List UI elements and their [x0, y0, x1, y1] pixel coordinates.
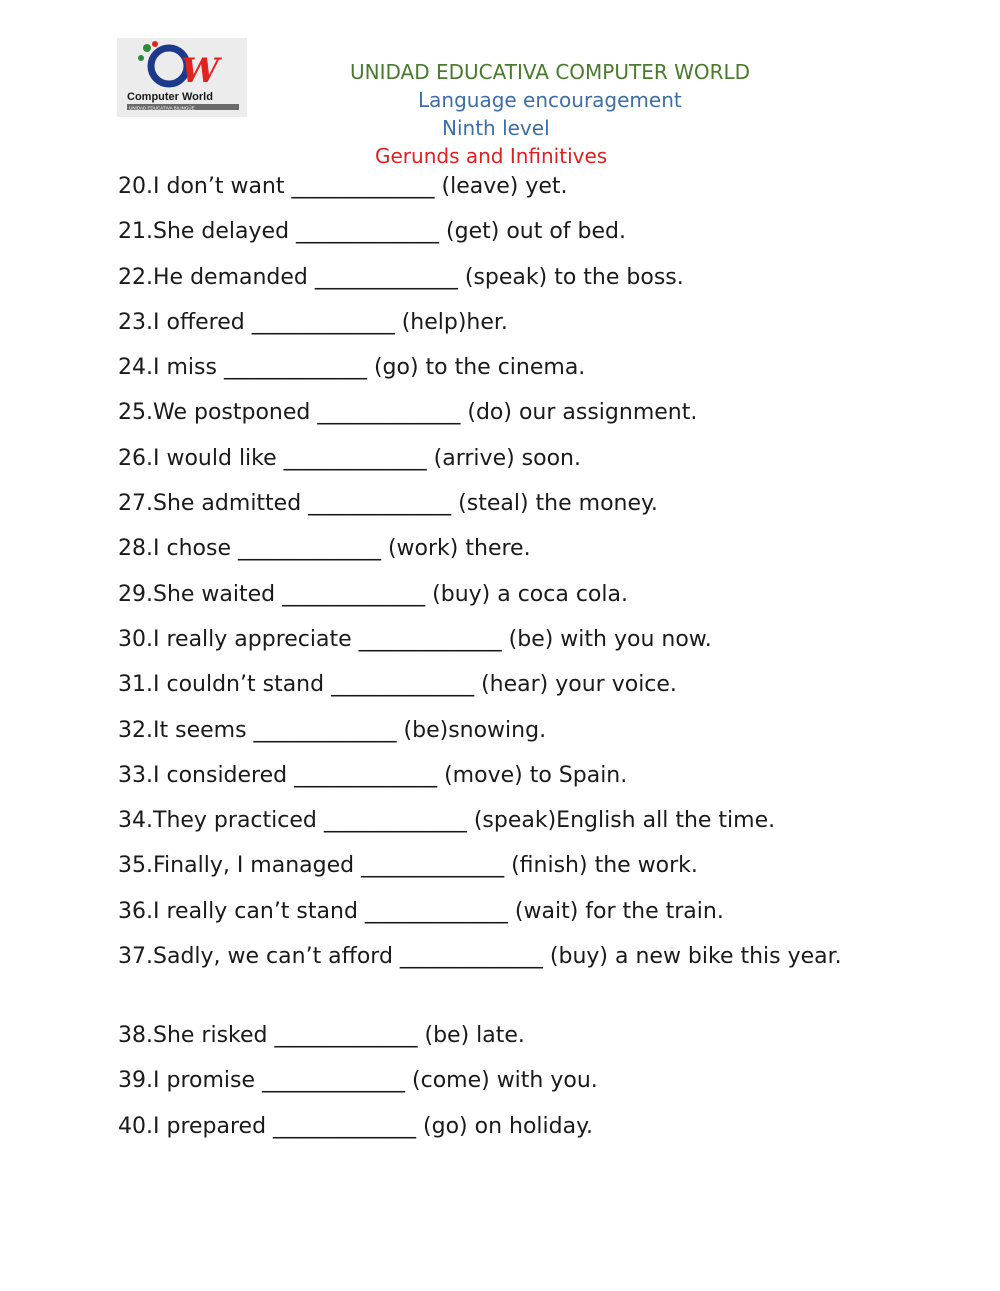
exercise-continuation: (work) there. — [380, 536, 531, 562]
exercise-number: 34. — [118, 808, 153, 834]
exercise-prompt: I don’t want — [153, 174, 292, 199]
answer-blank[interactable]: _____________ — [291, 174, 435, 199]
exercise-continuation: (leave) yet. — [434, 174, 568, 199]
exercise-item — [118, 1064, 878, 1109]
exercise-continuation: (get) out of bed. — [439, 219, 627, 245]
exercise-number: 22. — [118, 264, 153, 290]
answer-blank[interactable]: _____________ — [296, 219, 440, 245]
exercise-prompt: I couldn’t stand — [153, 672, 332, 698]
exercise-item — [118, 1019, 878, 1064]
exercise-item — [118, 895, 878, 940]
answer-blank[interactable]: _____________ — [273, 1113, 417, 1139]
exercise-item — [118, 849, 878, 894]
exercise-number: 35. — [118, 853, 153, 879]
exercise-list — [118, 170, 878, 1155]
exercise-continuation: (be) late. — [417, 1023, 525, 1049]
exercise-prompt: We postponed — [153, 400, 318, 426]
exercise-prompt: She admitted — [153, 491, 309, 517]
exercise-item — [118, 578, 878, 623]
school-logo — [117, 38, 247, 117]
answer-blank[interactable]: _____________ — [294, 762, 438, 788]
exercise-number: 27. — [118, 491, 153, 517]
exercise-continuation: (speak) to the boss. — [457, 264, 684, 290]
exercise-number: 38. — [118, 1023, 153, 1049]
exercise-item — [118, 714, 878, 759]
answer-blank[interactable]: _____________ — [237, 536, 381, 562]
exercise-prompt: I promise — [153, 1068, 263, 1094]
answer-blank[interactable]: _____________ — [274, 1023, 418, 1049]
answer-blank[interactable]: _____________ — [262, 1068, 406, 1094]
exercise-number: 33. — [118, 762, 153, 788]
exercise-prompt: They practiced — [153, 808, 324, 834]
answer-blank[interactable]: _____________ — [364, 898, 508, 924]
exercise-continuation: (hear) your voice. — [474, 672, 677, 698]
answer-blank[interactable]: _____________ — [308, 491, 452, 517]
exercise-number: 29. — [118, 581, 153, 607]
answer-blank[interactable]: _____________ — [283, 445, 427, 471]
answer-blank[interactable]: _____________ — [358, 626, 502, 652]
exercise-item — [118, 306, 878, 351]
exercise-prompt: She risked — [153, 1023, 275, 1049]
exercise-prompt: It seems — [153, 717, 254, 743]
answer-blank[interactable]: _____________ — [251, 309, 395, 335]
exercise-continuation: (finish) the work. — [504, 853, 698, 879]
exercise-continuation: (be) with you now. — [501, 626, 712, 652]
exercise-continuation: (speak)English all the time. — [466, 808, 776, 834]
exercise-continuation: (steal) the money. — [451, 491, 658, 517]
exercise-item — [118, 170, 878, 215]
exercise-item — [118, 261, 878, 306]
exercise-continuation: (arrive) soon. — [426, 445, 581, 471]
exercise-continuation: (go) to the cinema. — [366, 355, 586, 381]
exercise-number: 26. — [118, 445, 153, 471]
exercise-number: 37. — [118, 944, 153, 970]
exercise-item — [118, 396, 878, 441]
answer-blank[interactable]: _____________ — [282, 581, 426, 607]
exercise-item — [118, 759, 878, 804]
exercise-continuation: (do) our assignment. — [460, 400, 698, 426]
exercise-prompt: I really appreciate — [153, 626, 359, 652]
exercise-continuation: (buy) a new bike this year. — [542, 944, 842, 970]
exercise-number: 23. — [118, 309, 153, 335]
exercise-item — [118, 442, 878, 487]
answer-blank[interactable]: _____________ — [314, 264, 458, 290]
exercise-number: 30. — [118, 626, 153, 652]
exercise-item — [118, 623, 878, 668]
exercise-number: 24. — [118, 355, 153, 381]
exercise-prompt: Finally, I managed — [153, 853, 362, 879]
answer-blank[interactable]: _____________ — [399, 944, 543, 970]
exercise-number: 25. — [118, 400, 153, 426]
topic-title: Gerunds and Infinitives — [375, 144, 608, 168]
answer-blank[interactable]: _____________ — [323, 808, 467, 834]
exercise-prompt: I would like — [153, 445, 284, 471]
exercise-number: 36. — [118, 898, 153, 924]
exercise-prompt: I really can’t stand — [153, 898, 365, 924]
exercise-number: 31. — [118, 672, 153, 698]
logo-subtext: UNIDAD EDUCATIVA BILINGÜE — [129, 105, 195, 111]
level: Ninth level — [442, 116, 550, 140]
exercise-item — [118, 215, 878, 260]
exercise-number: 28. — [118, 536, 153, 562]
answer-blank[interactable]: _____________ — [223, 355, 367, 381]
exercise-continuation: (wait) for the train. — [507, 898, 724, 924]
answer-blank[interactable]: _____________ — [331, 672, 475, 698]
exercise-number: 21. — [118, 219, 153, 245]
answer-blank[interactable]: _____________ — [361, 853, 505, 879]
exercise-number: 32. — [118, 717, 153, 743]
exercise-continuation: (help)her. — [394, 309, 508, 335]
exercise-item — [118, 351, 878, 396]
exercise-prompt: I miss — [153, 355, 224, 381]
exercise-continuation: (come) with you. — [405, 1068, 598, 1094]
school-name: UNIDAD EDUCATIVA COMPUTER WORLD — [350, 60, 751, 84]
exercise-item — [118, 804, 878, 849]
exercise-prompt: She waited — [153, 581, 283, 607]
answer-blank[interactable]: _____________ — [253, 717, 397, 743]
exercise-prompt: I chose — [153, 536, 238, 562]
exercise-continuation: (buy) a coca cola. — [425, 581, 628, 607]
svg-text:W: W — [181, 51, 220, 91]
exercise-prompt: Sadly, we can’t afford — [153, 944, 400, 970]
answer-blank[interactable]: _____________ — [317, 400, 461, 426]
exercise-number: 40. — [118, 1113, 153, 1139]
exercise-continuation: (move) to Spain. — [437, 762, 628, 788]
exercise-continuation: (go) on holiday. — [416, 1113, 593, 1139]
logo-text: Computer World — [127, 91, 213, 103]
exercise-item — [118, 940, 878, 1019]
subtitle: Language encouragement — [418, 88, 682, 112]
exercise-item — [118, 668, 878, 713]
exercise-prompt: She delayed — [153, 219, 297, 245]
exercise-item — [118, 532, 878, 577]
exercise-number: 20. — [118, 174, 153, 199]
exercise-item — [118, 1110, 878, 1155]
exercise-prompt: I considered — [153, 762, 295, 788]
exercise-continuation: (be)snowing. — [396, 717, 547, 743]
exercise-item — [118, 487, 878, 532]
exercise-prompt: I offered — [153, 309, 252, 335]
exercise-prompt: I prepared — [153, 1113, 274, 1139]
exercise-number: 39. — [118, 1068, 153, 1094]
exercise-prompt: He demanded — [153, 264, 315, 290]
